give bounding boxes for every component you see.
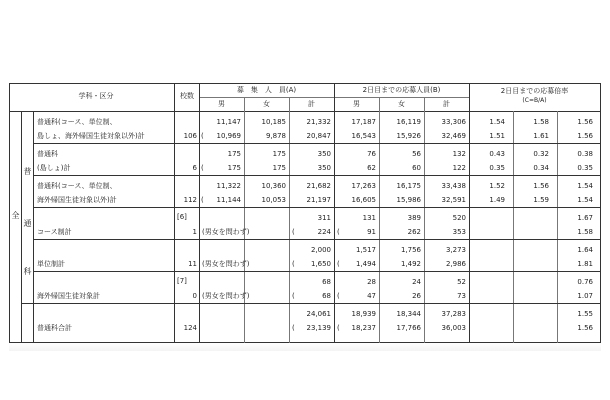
app-female-prev: 15,926 xyxy=(396,132,421,140)
app-female-prev: 60 xyxy=(412,164,421,172)
app-female: 1,756 xyxy=(400,246,421,254)
recruit-total: 350 xyxy=(317,150,331,158)
app-male: 1,517 xyxy=(355,246,376,254)
row-label-line2: コース制計 xyxy=(37,228,72,236)
app-male-prev: 16,543 xyxy=(351,132,376,140)
row-label-line1: 普通科(コース、単位制、 xyxy=(37,182,117,190)
recruit-total: 311 xyxy=(317,214,331,222)
app-female: 56 xyxy=(412,150,421,158)
rate-female-prev: 1.59 xyxy=(533,196,549,204)
row-schools: 11 xyxy=(188,260,197,268)
app-total-prev: 122 xyxy=(452,164,466,172)
recruit-total-prev: 68 xyxy=(322,292,331,300)
recruit-female: 175 xyxy=(272,150,286,158)
app-male: 76 xyxy=(367,150,376,158)
recruit-total-prev: 350 xyxy=(317,164,331,172)
paren-open: ( xyxy=(337,324,340,332)
row-schools: 1 xyxy=(192,228,197,236)
header-app-female: 女 xyxy=(398,100,405,108)
table-right-border xyxy=(600,83,601,343)
app-female: 18,344 xyxy=(396,310,421,318)
app-total: 520 xyxy=(452,214,466,222)
app-total-prev: 353 xyxy=(452,228,466,236)
rate-total: 0.76 xyxy=(577,278,593,286)
rate-female: 0.32 xyxy=(533,150,549,158)
rate-female-prev: 0.34 xyxy=(533,164,549,172)
recruit-female: 10,185 xyxy=(261,118,286,126)
row-note: (男女を問わず) xyxy=(202,260,250,268)
table-top-border xyxy=(9,83,601,84)
recruit-female-prev: 9,878 xyxy=(265,132,286,140)
recruit-male-prev: 175 xyxy=(227,164,241,172)
row-note: (男女を問わず) xyxy=(202,228,250,236)
side-label-futsu1: 普 xyxy=(23,167,32,176)
app-female: 16,175 xyxy=(396,182,421,190)
rate-male-prev: 1.49 xyxy=(489,196,505,204)
rate-total-prev: 1.56 xyxy=(577,324,593,332)
header-app-male: 男 xyxy=(353,100,360,108)
recruit-total: 21,332 xyxy=(306,118,331,126)
row-line-3 xyxy=(33,207,601,208)
row-label-line2: (島しょ)計 xyxy=(37,164,71,172)
rate-total-prev: 1.58 xyxy=(577,228,593,236)
app-total-prev: 73 xyxy=(457,292,466,300)
header-category: 学科・区分 xyxy=(78,92,114,100)
paren-open: ( xyxy=(201,132,204,140)
row-note: (男女を問わず) xyxy=(202,292,250,300)
row-label-line1: 普通科(コース、単位制、 xyxy=(37,118,117,126)
header-recruit: 募 集 人 員(A) xyxy=(236,86,297,94)
row-schools: 106 xyxy=(183,132,197,140)
paren-open: ( xyxy=(201,196,204,204)
row-label-line2: 単位制計 xyxy=(37,260,65,268)
rate-female: 1.56 xyxy=(533,182,549,190)
paren-open: ( xyxy=(292,260,295,268)
recruit-male-prev: 11,144 xyxy=(216,196,241,204)
app-male-prev: 47 xyxy=(367,292,376,300)
rate-total-prev: 1.07 xyxy=(577,292,593,300)
app-male-prev: 16,605 xyxy=(351,196,376,204)
rate-male: 1.54 xyxy=(489,118,505,126)
col-line-side2 xyxy=(33,111,34,343)
row-line-2 xyxy=(33,175,601,176)
row-label-line2: 普通科合計 xyxy=(37,324,72,332)
paren-open: ( xyxy=(292,228,295,236)
paren-open: ( xyxy=(337,228,340,236)
header-schools: 校数 xyxy=(180,92,194,100)
app-total: 33,306 xyxy=(441,118,466,126)
rate-male: 0.43 xyxy=(489,150,505,158)
app-female-prev: 262 xyxy=(407,228,421,236)
row-label-line2: 海外帰国生徒対象以外)計 xyxy=(37,196,117,204)
rate-male-prev: 0.35 xyxy=(489,164,505,172)
app-total-prev: 2,986 xyxy=(445,260,466,268)
app-male: 131 xyxy=(362,214,376,222)
rate-total: 1.67 xyxy=(577,214,593,222)
row-line-6-side xyxy=(21,303,33,304)
row-label-line2: 島しょ、海外帰国生徒対象以外)計 xyxy=(37,132,145,140)
header-recruit-total: 計 xyxy=(308,100,315,108)
app-male: 18,939 xyxy=(351,310,376,318)
header-rate: 2日目までの応募倍率 xyxy=(500,87,569,95)
rate-female: 1.58 xyxy=(533,118,549,126)
recruit-male: 11,147 xyxy=(216,118,241,126)
app-total: 33,438 xyxy=(441,182,466,190)
app-male: 17,263 xyxy=(351,182,376,190)
app-female-prev: 26 xyxy=(412,292,421,300)
recruit-total: 24,061 xyxy=(306,310,331,318)
page-fade xyxy=(9,343,601,351)
header-applicants: 2日目までの応募人員(B) xyxy=(362,86,441,94)
app-total: 132 xyxy=(452,150,466,158)
app-male: 28 xyxy=(367,278,376,286)
row-line-6 xyxy=(33,303,601,304)
recruit-total: 2,000 xyxy=(310,246,331,254)
app-female: 389 xyxy=(407,214,421,222)
paren-open: ( xyxy=(337,260,340,268)
row-schools: 124 xyxy=(183,324,197,332)
header-recruit-male: 男 xyxy=(218,100,225,108)
col-line-rate-f xyxy=(513,111,514,343)
app-male-prev: 1,494 xyxy=(355,260,376,268)
paren-open: ( xyxy=(201,164,204,172)
recruit-female-prev: 175 xyxy=(272,164,286,172)
rate-total: 1.56 xyxy=(577,118,593,126)
app-total-prev: 36,003 xyxy=(441,324,466,332)
recruit-total-prev: 23,139 xyxy=(306,324,331,332)
recruit-total-prev: 20,847 xyxy=(306,132,331,140)
row-schools-bracket: [6] xyxy=(177,213,187,221)
header-recruit-female: 女 xyxy=(263,100,270,108)
row-schools: 6 xyxy=(192,164,197,172)
rate-total-prev: 1.81 xyxy=(577,260,593,268)
app-male-prev: 62 xyxy=(367,164,376,172)
rate-total-prev: 0.35 xyxy=(577,164,593,172)
app-total: 3,273 xyxy=(445,246,466,254)
recruit-male: 11,322 xyxy=(216,182,241,190)
rate-total-prev: 1.54 xyxy=(577,196,593,204)
app-female: 24 xyxy=(412,278,421,286)
recruit-total: 21,682 xyxy=(306,182,331,190)
rate-male: 1.52 xyxy=(489,182,505,190)
paren-open: ( xyxy=(337,292,340,300)
app-male-prev: 18,237 xyxy=(351,324,376,332)
rate-total: 1.55 xyxy=(577,310,593,318)
col-line-rate-t xyxy=(557,111,558,343)
row-line-5 xyxy=(33,271,601,272)
header-rate-formula: (C=B/A) xyxy=(522,97,547,104)
header-app-total: 計 xyxy=(443,100,450,108)
row-schools-bracket: [7] xyxy=(177,277,187,285)
recruit-female: 10,360 xyxy=(261,182,286,190)
app-female-prev: 1,492 xyxy=(400,260,421,268)
paren-open: ( xyxy=(292,292,295,300)
app-female: 16,119 xyxy=(396,118,421,126)
paren-open: ( xyxy=(292,324,295,332)
side-label-futsu2: 通 xyxy=(23,219,32,228)
rate-total: 1.54 xyxy=(577,182,593,190)
app-total: 52 xyxy=(457,278,466,286)
col-line-schools xyxy=(174,83,175,343)
app-total: 37,283 xyxy=(441,310,466,318)
rate-female-prev: 1.61 xyxy=(533,132,549,140)
app-female-prev: 17,766 xyxy=(396,324,421,332)
enrollment-table xyxy=(9,83,601,343)
side-label-zen: 全 xyxy=(11,211,20,220)
app-total-prev: 32,469 xyxy=(441,132,466,140)
recruit-total-prev: 21,197 xyxy=(306,196,331,204)
rate-total: 0.38 xyxy=(577,150,593,158)
app-male-prev: 91 xyxy=(367,228,376,236)
recruit-male: 175 xyxy=(227,150,241,158)
rate-total: 1.64 xyxy=(577,246,593,254)
recruit-total-prev: 1,650 xyxy=(310,260,331,268)
row-label-line1: 普通科 xyxy=(37,150,58,158)
recruit-total-prev: 224 xyxy=(317,228,331,236)
row-schools: 0 xyxy=(192,292,197,300)
app-male: 17,187 xyxy=(351,118,376,126)
app-female-prev: 15,986 xyxy=(396,196,421,204)
recruit-male-prev: 10,969 xyxy=(216,132,241,140)
row-line-4 xyxy=(33,239,601,240)
rate-male-prev: 1.51 xyxy=(489,132,505,140)
side-label-ka: 科 xyxy=(23,267,32,276)
row-line-1 xyxy=(33,143,601,144)
recruit-female-prev: 10,053 xyxy=(261,196,286,204)
recruit-total: 68 xyxy=(322,278,331,286)
app-total-prev: 32,591 xyxy=(441,196,466,204)
row-label-line2: 海外帰国生徒対象計 xyxy=(37,292,100,300)
rate-total-prev: 1.56 xyxy=(577,132,593,140)
row-schools: 112 xyxy=(183,196,197,204)
